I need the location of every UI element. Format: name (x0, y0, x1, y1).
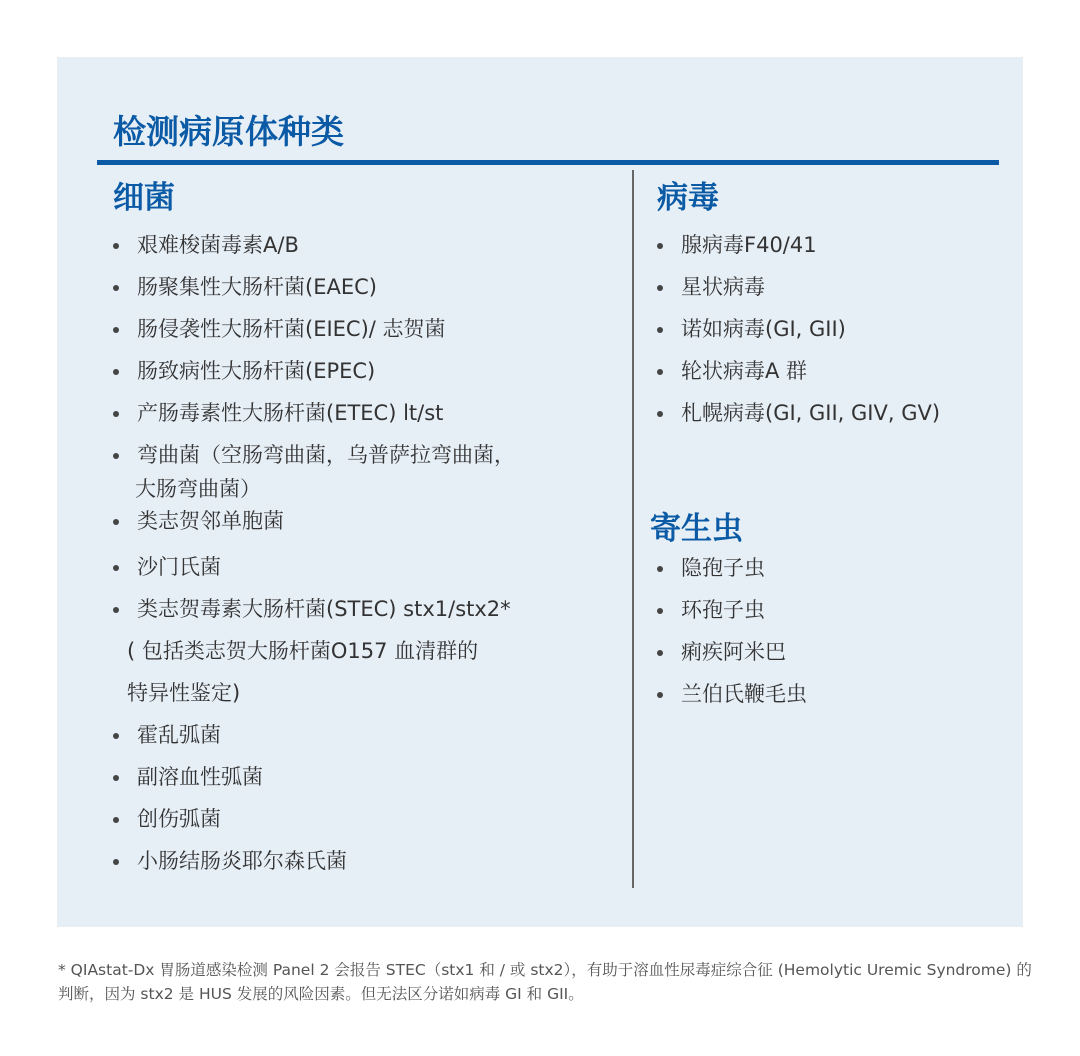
bacteria-list (113, 230, 515, 888)
bullet-icon (113, 775, 119, 781)
title-underline (97, 160, 999, 165)
list-item: 艰难梭菌毒素A/B (113, 230, 515, 272)
list-item: 肠聚集性大肠杆菌(EAEC) (113, 272, 515, 314)
list-item: 创伤弧菌 (113, 804, 515, 846)
list-item: 兰伯氏鞭毛虫 (657, 679, 807, 721)
list-item: 札幌病毒(GI, GII, GIV, GV) (657, 398, 940, 440)
list-item: 类志贺毒素大肠杆菌(STEC) stx1/stx2* ( 包括类志贺大肠杆菌O157 血清群的 特异性鉴定) (113, 594, 515, 720)
bullet-icon (113, 733, 119, 739)
list-item: 诺如病毒(GI, GII) (657, 314, 940, 356)
bullet-icon (113, 817, 119, 823)
list-item: 小肠结肠炎耶尔森氏菌 (113, 846, 515, 888)
bullet-icon (657, 243, 663, 249)
bullet-icon (657, 566, 663, 572)
list-item: 腺病毒F40/41 (657, 230, 940, 272)
bullet-icon (113, 519, 119, 525)
column-divider (632, 170, 634, 888)
list-item: 星状病毒 (657, 272, 940, 314)
list-item: 副溶血性弧菌 (113, 762, 515, 804)
bacteria-title: 细菌 (113, 180, 175, 216)
bullet-icon (113, 285, 119, 291)
list-item: 产肠毒素性大肠杆菌(ETEC) lt/st (113, 398, 515, 440)
bullet-icon (657, 608, 663, 614)
footnote: * QIAstat-Dx 胃肠道感染检测 Panel 2 会报告 STEC（stx1 和 / 或 stx2），有助于溶血性尿毒症综合征 (Hemolytic Uremic Syndrome) 的判断，因为 stx2 是 HUS 发展的风险因素。但无法区分诺如病毒 GI 和 GII。 (58, 961, 1032, 1003)
list-item: 痢疾阿米巴 (657, 637, 807, 679)
bullet-icon (113, 453, 119, 459)
bullet-icon (113, 243, 119, 249)
bullet-icon (657, 327, 663, 333)
bullet-icon (657, 411, 663, 417)
virus-list (657, 230, 940, 440)
bullet-icon (657, 692, 663, 698)
bullet-icon (113, 565, 119, 571)
list-item: 隐孢子虫 (657, 553, 807, 595)
page-title: 检测病原体种类 (113, 112, 344, 151)
bullet-icon (113, 411, 119, 417)
list-item: 类志贺邻单胞菌 (113, 506, 515, 552)
bullet-icon (657, 650, 663, 656)
list-item: 肠侵袭性大肠杆菌(EIEC)/ 志贺菌 (113, 314, 515, 356)
list-item: 沙门氏菌 (113, 552, 515, 594)
parasite-title: 寄生虫 (650, 511, 743, 547)
list-item: 弯曲菌（空肠弯曲菌，乌普萨拉弯曲菌， 大肠弯曲菌） (113, 440, 515, 506)
parasite-list (657, 553, 807, 721)
bullet-icon (657, 285, 663, 291)
list-item: 肠致病性大肠杆菌(EPEC) (113, 356, 515, 398)
bullet-icon (113, 607, 119, 613)
bullet-icon (113, 859, 119, 865)
bullet-icon (113, 327, 119, 333)
list-item: 轮状病毒A 群 (657, 356, 940, 398)
bullet-icon (657, 369, 663, 375)
virus-title: 病毒 (657, 180, 719, 216)
bullet-icon (113, 369, 119, 375)
list-item: 环孢子虫 (657, 595, 807, 637)
list-item: 霍乱弧菌 (113, 720, 515, 762)
